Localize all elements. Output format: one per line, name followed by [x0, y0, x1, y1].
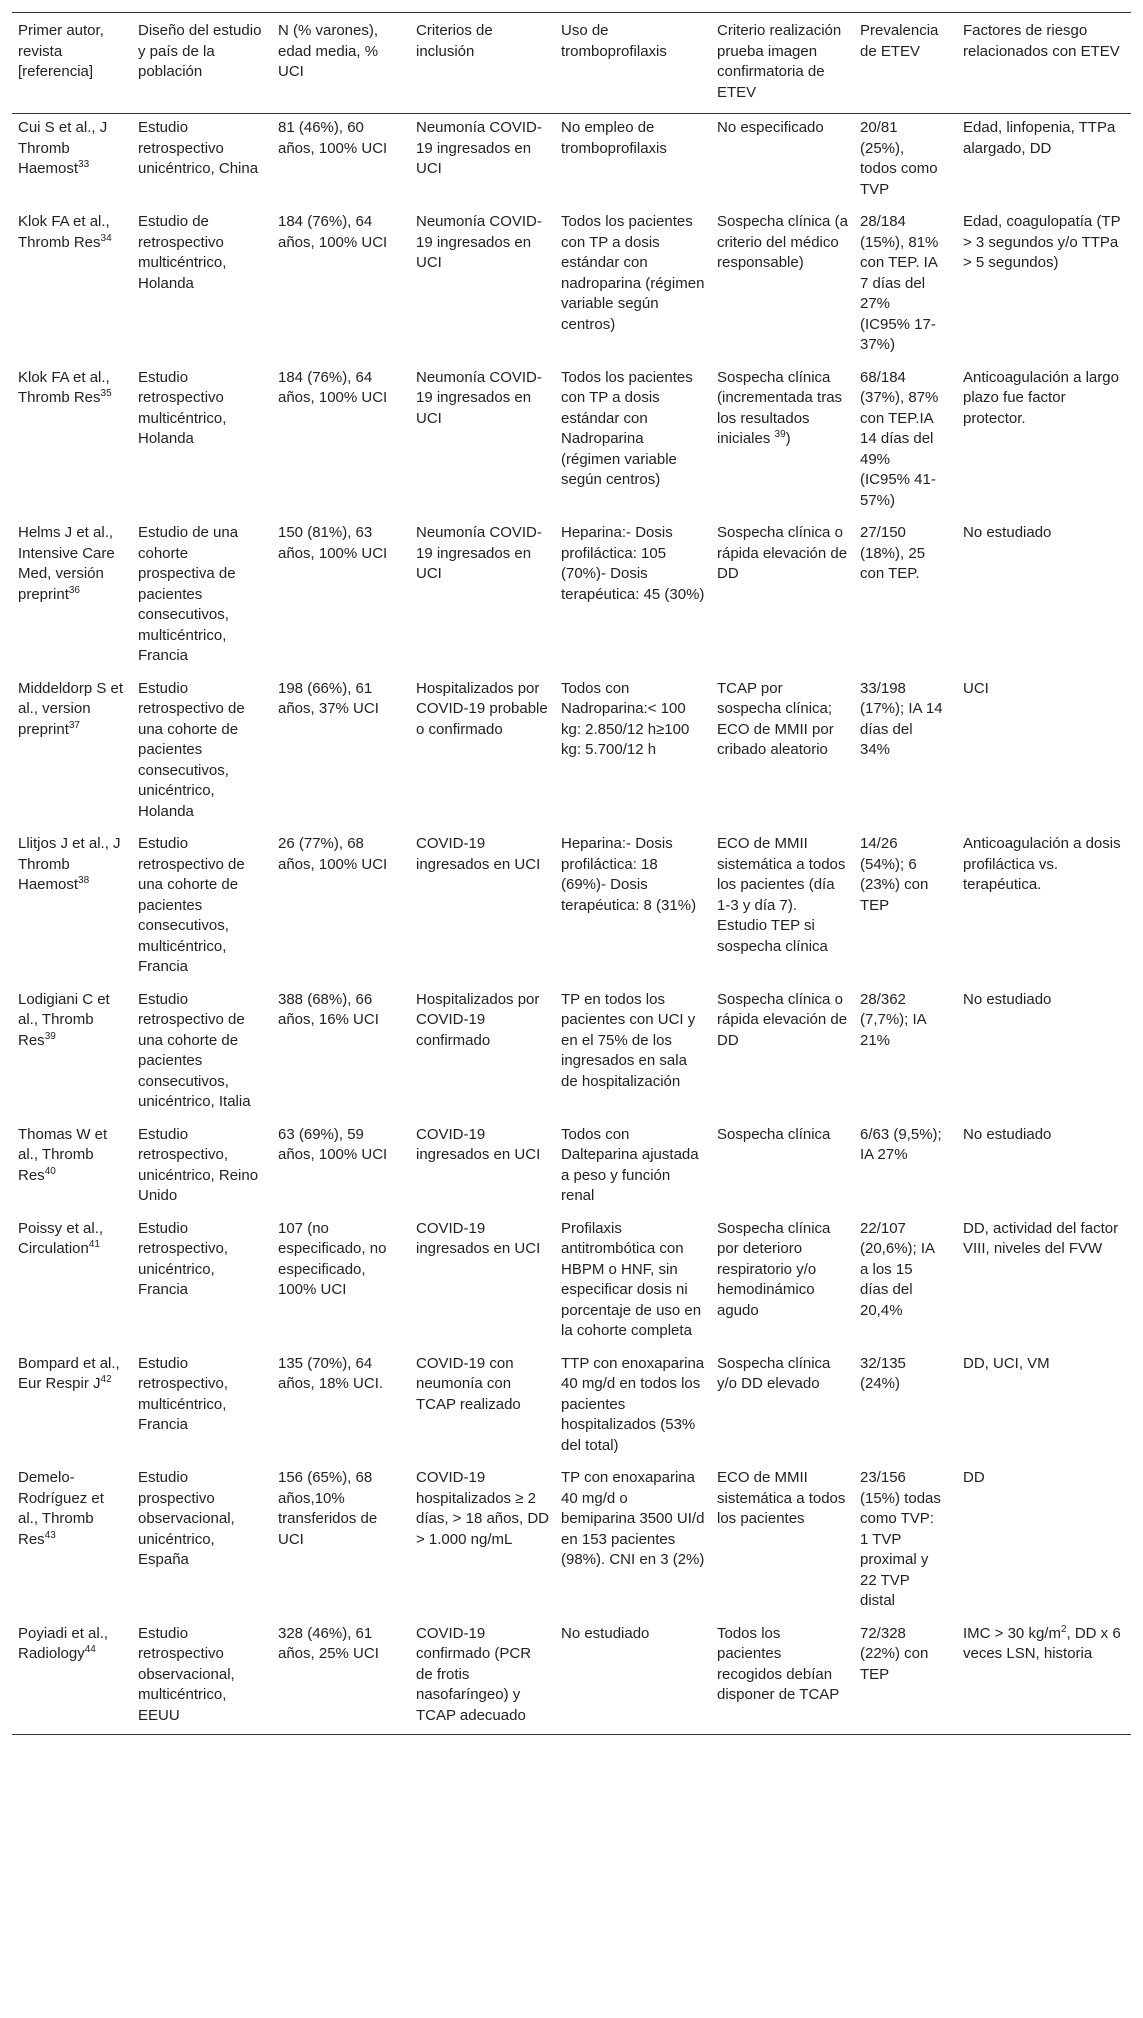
cell-author: Poyiadi et al., Radiology$^{44}$	[18, 1624, 109, 1662]
cell-risk: No estudiado	[963, 524, 1052, 541]
cell-risk: DD, actividad del factor VIII, niveles del FVW	[963, 1219, 1119, 1257]
cell-imaging: Sospecha clínica por deterioro respiratorio y/o hemodinámico agudo	[717, 1219, 831, 1319]
cell-author: Llitjos J et al., J Thromb Haemost$^{38}$	[18, 835, 121, 893]
reference-number: 35	[100, 388, 112, 399]
cell-risk: Edad, coagulopatía (TP > 3 segundos y/o TTPa > 5 segundos)	[963, 213, 1121, 271]
cell-n: 63 (69%), 59 años, 100% UCI	[278, 1125, 388, 1163]
cell-imaging: TCAP por sospecha clínica; ECO de MMII por cribado aleatorio	[717, 679, 834, 758]
reference-number: 42	[100, 1374, 112, 1385]
cell-n: 388 (68%), 66 años, 16% UCI	[278, 990, 379, 1028]
cell-imaging: ECO de MMII sistemática a todos los pacientes (día 1-3 y día 7). Estudio TEP si sospecha clínica	[717, 835, 846, 955]
cell-prophylaxis: Todos con Nadroparina:< 100 kg: 2.850/12 h≥100 kg: 5.700/12 h	[561, 679, 690, 758]
header-row	[12, 13, 1131, 114]
cell-prophylaxis: No estudiado	[561, 1624, 650, 1642]
cell-author: Lodigiani C et al., Thromb Res$^{39}$	[18, 990, 110, 1049]
cell-prevalence: 23/156 (15%) todas como TVP: 1 TVP proximal y 22 TVP distal	[860, 1469, 941, 1609]
table-row	[12, 830, 1131, 986]
table-row	[12, 1215, 1131, 1350]
cell-prevalence: 6/63 (9,5%); IA 27%	[860, 1125, 942, 1163]
cell-imaging: Sospecha clínica	[717, 1125, 831, 1143]
reference-number: 39	[44, 1030, 56, 1042]
studies-table	[12, 12, 1131, 1735]
cell-imaging: Todos los pacientes recogidos debían disponer de TCAP	[717, 1624, 840, 1703]
cell-risk: DD	[963, 1469, 985, 1486]
cell-prophylaxis: No empleo de tromboprofilaxis	[561, 119, 667, 157]
cell-prevalence: 22/107 (20,6%); IA a los 15 días del 20,4%	[860, 1219, 935, 1319]
cell-risk: Anticoagulación a largo plazo fue factor protector.	[963, 368, 1119, 427]
cell-imaging: Sospecha clínica (incrementada tras los resultados iniciales $^{39}$)	[717, 368, 843, 447]
cell-inclusion: Neumonía COVID-19 ingresados en UCI	[416, 524, 542, 582]
header-design: Diseño del estudio y país de la población	[138, 22, 262, 80]
cell-imaging: No especificado	[717, 119, 824, 136]
table-header	[12, 13, 1131, 114]
cell-author: Cui S et al., J Thromb Haemost$^{33}$	[18, 119, 108, 177]
cell-design: Estudio retrospectivo, unicéntrico, Reino Unido	[138, 1125, 259, 1204]
cell-prophylaxis: Heparina:- Dosis profiláctica: 18 (69%)- Dosis terapéutica: 8 (31%)	[561, 835, 697, 914]
reference-number: 33	[78, 159, 90, 170]
reference-number: 39	[774, 429, 786, 440]
cell-prophylaxis: Heparina:- Dosis profiláctica: 105 (70%)- Dosis terapéutica: 45 (30%)	[561, 524, 705, 603]
cell-design: Estudio de retrospectivo multicéntrico, Holanda	[138, 213, 227, 292]
cell-author: Klok FA et al., Thromb Res$^{35}$	[18, 368, 112, 406]
cell-imaging: Sospecha clínica y/o DD elevado	[717, 1354, 831, 1392]
cell-design: Estudio retrospectivo, multicéntrico, Francia	[138, 1354, 229, 1433]
cell-prophylaxis: Profilaxis antitrombótica con HBPM o HNF, sin especificar dosis ni porcentaje de uso en la cohorte completa	[561, 1219, 702, 1339]
cell-risk: No estudiado	[963, 1125, 1052, 1143]
table-row	[12, 1121, 1131, 1215]
cell-design: Estudio retrospectivo de una cohorte de pacientes consecutivos, unicéntrico, Holanda	[138, 679, 245, 820]
cell-prophylaxis: Todos los pacientes con TP a dosis estándar con Nadroparina (régimen variable según centros)	[561, 368, 693, 488]
table-row	[12, 519, 1131, 675]
cell-risk: Edad, linfopenia, TTPa alargado, DD	[963, 119, 1116, 157]
cell-design: Estudio retrospectivo, unicéntrico, Francia	[138, 1219, 229, 1298]
cell-imaging: ECO de MMII sistemática a todos los pacientes	[717, 1469, 846, 1527]
cell-prevalence: 28/184 (15%), 81% con TEP. IA 7 días del 27% (IC95% 17-37%)	[860, 213, 939, 353]
cell-prophylaxis: TP en todos los pacientes con UCI y en el 75% de los ingresados en sala de hospitalización	[561, 990, 696, 1090]
cell-author: Bompard et al., Eur Respir $J^{42}$	[18, 1354, 120, 1392]
cell-author: Poissy et al., Circulation$^{41}$	[18, 1219, 104, 1257]
cell-prevalence: 27/150 (18%), 25 con TEP.	[860, 524, 926, 582]
table-row	[12, 364, 1131, 520]
cell-design: Estudio prospectivo observacional, unicéntrico, España	[138, 1469, 235, 1568]
cell-prevalence: 68/184 (37%), 87% con TEP.IA 14 días del 49% (IC95% 41-57%)	[860, 368, 939, 509]
reference-number: 41	[88, 1239, 100, 1250]
cell-prevalence: 32/135 (24%)	[860, 1354, 906, 1392]
cell-prevalence: 28/362 (7,7%); IA 21%	[860, 990, 926, 1049]
cell-prophylaxis: Todos los pacientes con TP a dosis estándar con nadroparina (régimen variable según centros)	[561, 213, 705, 333]
table-row	[12, 208, 1131, 364]
cell-n: 328 (46%), 61 años, 25% UCI	[278, 1624, 379, 1662]
cell-inclusion: COVID-19 ingresados en UCI	[416, 1219, 541, 1257]
cell-prevalence: 20/81 (25%), todos como TVP	[860, 119, 938, 198]
cell-inclusion: Hospitalizados por COVID-19 probable o confirmado	[416, 679, 548, 738]
cell-prophylaxis: Todos con Dalteparina ajustada a peso y función renal	[561, 1125, 699, 1204]
cell-imaging: Sospecha clínica o rápida elevación de DD	[717, 524, 848, 582]
cell-author: Middeldorp S et al., version preprint$^{37}$	[18, 679, 124, 738]
cell-design: Estudio retrospectivo de una cohorte de pacientes consecutivos, multicéntrico, Francia	[138, 835, 245, 975]
cell-prophylaxis: TP con enoxaparina 40 mg/d o bemiparina 3500 UI/d en 153 pacientes (98%). CNI en 3 (2%)	[561, 1469, 705, 1568]
header-inclusion: Criterios de inclusión	[416, 22, 493, 60]
cell-design: Estudio retrospectivo observacional, multicéntrico, EEUU	[138, 1624, 235, 1724]
cell-n: 198 (66%), 61 años, 37% UCI	[278, 679, 379, 717]
cell-n: 107 (no especificado, no especificado, 100% UCI	[278, 1219, 387, 1298]
reference-number: 38	[78, 875, 90, 886]
cell-imaging: Sospecha clínica o rápida elevación de DD	[717, 990, 848, 1049]
table-row	[12, 675, 1131, 831]
cell-design: Estudio de una cohorte prospectiva de pacientes consecutivos, multicéntrico, Francia	[138, 524, 239, 664]
cell-inclusion: COVID-19 ingresados en UCI	[416, 835, 541, 873]
table-container	[12, 12, 1131, 1735]
cell-risk: Anticoagulación a dosis profiláctica vs. terapéutica.	[963, 835, 1121, 893]
header-author: Primer autor, revista [referencia]	[18, 22, 104, 80]
reference-number: 44	[84, 1644, 96, 1655]
cell-design: Estudio retrospectivo de una cohorte de pacientes consecutivos, unicéntrico, Italia	[138, 990, 251, 1110]
cell-risk: UCI	[963, 679, 989, 697]
cell-prevalence: 14/26 (54%); 6 (23%) con TEP	[860, 835, 929, 914]
header-prevalence: Prevalencia de ETEV	[860, 22, 939, 60]
cell-inclusion: Neumonía COVID-19 ingresados en UCI	[416, 119, 542, 177]
cell-design: Estudio retrospectivo unicéntrico, China	[138, 119, 259, 177]
cell-author: Demelo-Rodríguez et al., Thromb Res$^{43}$	[18, 1469, 104, 1548]
cell-inclusion: Neumonía COVID-19 ingresados en UCI	[416, 213, 542, 271]
cell-inclusion: Hospitalizados por COVID-19 confirmado	[416, 990, 540, 1049]
cell-author: Helms J et al., Intensive Care Med, versión preprint$^{36}$	[18, 524, 115, 603]
cell-n: 150 (81%), 63 años, 100% UCI	[278, 524, 388, 562]
cell-n: 81 (46%), 60 años, 100% UCI	[278, 119, 388, 157]
table-body	[12, 114, 1131, 1735]
header-risk: Factores de riesgo relacionados con ETEV	[963, 22, 1120, 60]
cell-prevalence: 33/198 (17%); IA 14 días del 34%	[860, 679, 943, 758]
cell-imaging: Sospecha clínica (a criterio del médico responsable)	[717, 213, 848, 271]
header-prophylaxis: Uso de tromboprofilaxis	[561, 22, 667, 60]
cell-author: Klok FA et al., Thromb Res$^{34}$	[18, 213, 112, 251]
header-imaging: Criterio realización prueba imagen confirmatoria de ETEV	[717, 22, 842, 101]
cell-prophylaxis: TTP con enoxaparina 40 mg/d en todos los pacientes hospitalizados (53% del total)	[561, 1354, 705, 1454]
cell-risk: DD, UCI, VM	[963, 1354, 1050, 1372]
cell-inclusion: COVID-19 hospitalizados ≥ 2 días, > 18 años, DD > 1.000 ng/mL	[416, 1469, 549, 1548]
cell-risk: No estudiado	[963, 990, 1052, 1008]
superscript: 2	[1060, 1623, 1067, 1635]
reference-number: 37	[68, 719, 80, 731]
table-row	[12, 1620, 1131, 1735]
table-row	[12, 1350, 1131, 1465]
cell-author: Thomas W et al., Thromb Res$^{40}$	[18, 1125, 108, 1184]
cell-n: 135 (70%), 64 años, 18% UCI.	[278, 1354, 384, 1392]
cell-design: Estudio retrospectivo multicéntrico, Holanda	[138, 368, 227, 447]
reference-number: 36	[68, 584, 80, 596]
cell-risk: IMC > 30 $kg/m^2$, DD x 6 veces LSN, historia	[963, 1623, 1121, 1662]
cell-inclusion: COVID-19 confirmado (PCR de frotis nasofaríngeo) y TCAP adecuado	[416, 1624, 532, 1724]
cell-n: 184 (76%), 64 años, 100% UCI	[278, 213, 388, 251]
reference-number: 40	[44, 1165, 56, 1177]
cell-inclusion: COVID-19 ingresados en UCI	[416, 1125, 541, 1163]
cell-inclusion: Neumonía COVID-19 ingresados en UCI	[416, 368, 542, 427]
cell-n: 156 (65%), 68 años,10% transferidos de UCI	[278, 1469, 378, 1548]
reference-number: 43	[44, 1529, 56, 1541]
table-row	[12, 1464, 1131, 1620]
cell-n: 26 (77%), 68 años, 100% UCI	[278, 835, 388, 873]
header-n: N (% varones), edad media, % UCI	[278, 22, 379, 80]
table-row	[12, 986, 1131, 1121]
table-row	[12, 114, 1131, 209]
cell-n: 184 (76%), 64 años, 100% UCI	[278, 368, 388, 406]
cell-inclusion: COVID-19 con neumonía con TCAP realizado	[416, 1354, 521, 1413]
cell-prevalence: 72/328 (22%) con TEP	[860, 1624, 929, 1683]
reference-number: 34	[100, 232, 112, 244]
